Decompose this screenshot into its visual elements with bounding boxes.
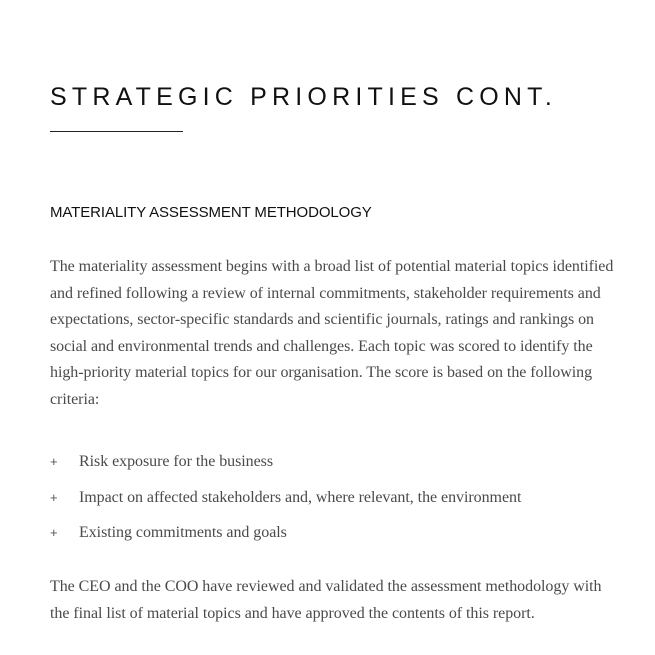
title-underline-divider (50, 131, 183, 132)
criteria-text: Existing commitments and goals (79, 524, 287, 541)
section-heading: MATERIALITY ASSESSMENT METHODOLOGY (50, 204, 372, 221)
plus-bullet-icon: + (50, 454, 58, 469)
criteria-item (50, 485, 610, 521)
intro-paragraph: The materiality assessment begins with a broad list of potential material topics identified and refined following a review of internal commitments, stakeholder requirements and expectations, sector-specific standards and scientific journals, ratings and rankings on social and environmental trends and challenges. Each topic was scored to identify the high-priority material topics for our organisation. The score is based on the following criteria: (50, 258, 614, 408)
criteria-item (50, 449, 610, 485)
plus-bullet-icon: + (50, 489, 58, 505)
criteria-item (50, 520, 610, 556)
plus-bullet-icon: + (50, 525, 58, 540)
criteria-list (50, 449, 610, 556)
criteria-text: Risk exposure for the business (79, 453, 274, 470)
closing-paragraph: The CEO and the COO have reviewed and validated the assessment methodology with the final list of material topics and have approved the contents of this report. (50, 578, 602, 622)
criteria-text: Impact on affected stakeholders and, where relevant, the environment (79, 488, 522, 506)
page-title: STRATEGIC PRIORITIES CONT. (50, 83, 557, 111)
